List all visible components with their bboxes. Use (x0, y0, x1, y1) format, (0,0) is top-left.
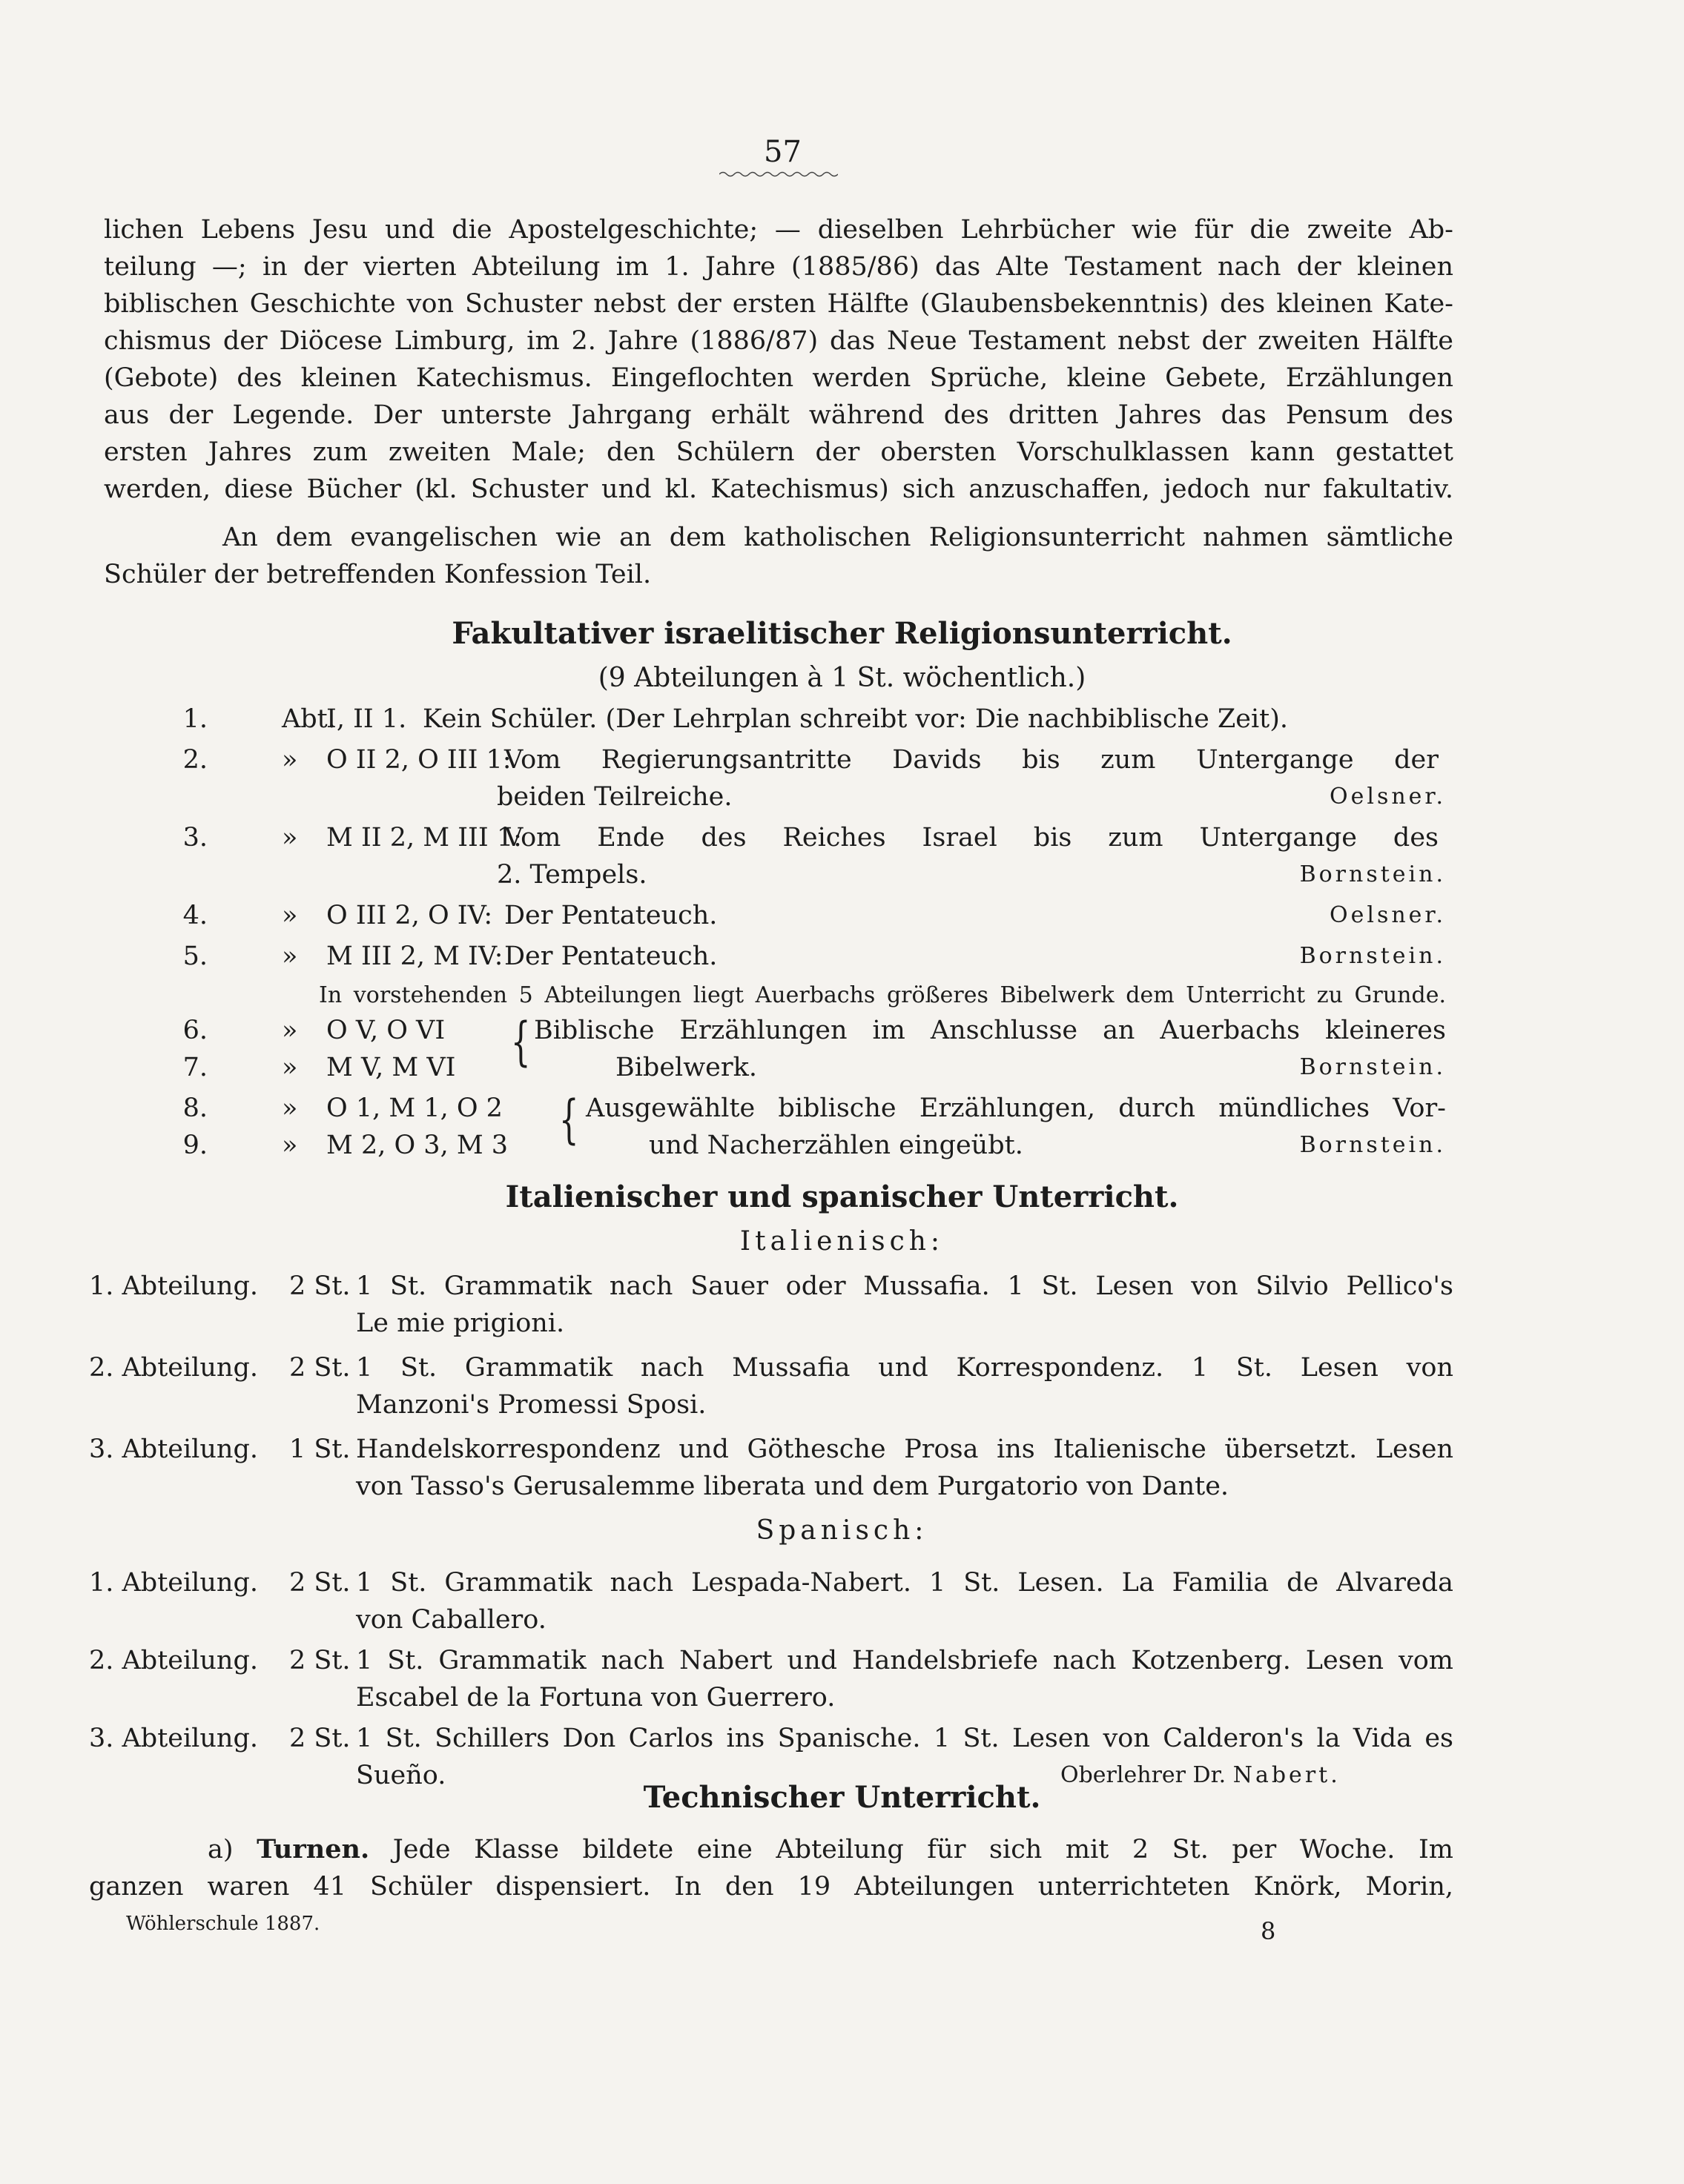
item-text: Ausgewählte biblische Erzählungen, durch mündliches Vor- (586, 1093, 1446, 1123)
text-line: (Gebote) des kleinen Katechismus. Eingeflochten werden Sprüche, kleine Gebete, Erzählungen (104, 363, 1453, 393)
division-label: 3. Abteilung. (89, 1724, 258, 1753)
division-hours: 2 St. (289, 1271, 351, 1301)
item-mark: » (282, 1093, 298, 1123)
item-text: Der Pentateuch. (504, 942, 718, 971)
item-classes: M 2, O 3, M 3 (326, 1131, 509, 1160)
teacher-name: Bornstein. (1299, 943, 1446, 969)
item-text: Le mie prigioni. (356, 1308, 565, 1338)
item-text: 1 St. Grammatik nach Nabert und Handelsbriefe nach Kotzenberg. Lesen vom (356, 1646, 1453, 1675)
item-number: 9. (182, 1131, 208, 1160)
item-text: Handelskorrespondenz und Göthesche Prosa ins Italienische übersetzt. Lesen (356, 1435, 1453, 1464)
item-text: Biblische Erzählungen im Anschlusse an Auerbachs kleineres (534, 1016, 1446, 1045)
item-text: und Nacherzählen eingeübt. (649, 1131, 1023, 1160)
item-mark: » (282, 823, 298, 853)
item-text: 1 St. Grammatik nach Sauer oder Mussafia. 1 St. Lesen von Silvio Pellico's (356, 1271, 1453, 1301)
item-classes: I, II 1. (326, 704, 407, 734)
item-text: Kein Schüler. (Der Lehrplan schreibt vor: Die nachbiblische Zeit). (423, 704, 1289, 734)
text-line: An dem evangelischen wie an dem katholischen Religionsunterricht nahmen sämtliche (222, 523, 1453, 552)
item-classes: O II 2, O III 1: (326, 745, 512, 775)
item-number: 1. (182, 704, 208, 734)
text-line: ganzen waren 41 Schüler dispensiert. In den 19 Abteilungen unterrichteten Knörk, Morin, (89, 1872, 1453, 1902)
item-number: 6. (182, 1016, 208, 1045)
item-text: Vom Ende des Reiches Israel bis zum Untergange des (504, 823, 1439, 853)
brace-symbol: { (558, 1089, 579, 1150)
division-hours: 2 St. (289, 1568, 351, 1598)
signature-role: Oberlehrer Dr. (1060, 1762, 1226, 1788)
item-number: 8. (182, 1093, 208, 1123)
item-prefix: a) (208, 1835, 234, 1864)
teacher-name: Bornstein. (1299, 861, 1446, 887)
item-text: Jede Klasse bildete eine Abteilung für sich mit 2 St. per Woche. Im (392, 1835, 1453, 1864)
item-mark: » (282, 942, 298, 971)
brace-symbol: { (510, 1011, 531, 1072)
page-number-ornament (719, 171, 838, 178)
item-classes: O V, O VI (326, 1016, 446, 1045)
item-number: 4. (182, 901, 208, 930)
item-text: Vom Regierungsantritte Davids bis zum Untergange der (504, 745, 1439, 775)
item-text: 1 St. Grammatik nach Mussafia und Korrespondenz. 1 St. Lesen von (356, 1353, 1453, 1383)
item-mark: » (282, 901, 298, 930)
section-heading-languages: Italienischer und spanischer Unterricht. (505, 1179, 1179, 1214)
note-text: In vorstehenden 5 Abteilungen liegt Auerbachs größeres Bibelwerk dem Unterricht zu Grunde. (319, 982, 1446, 1008)
section-heading-israelite: Fakultativer israelitischer Religionsunterricht. (452, 616, 1232, 651)
text-line: ersten Jahres zum zweiten Male; den Schülern der obersten Vorschulklassen kann gestattet (104, 437, 1453, 467)
text-line: Schüler der betreffenden Konfession Teil. (104, 560, 652, 589)
footer-publication: Wöhlerschule 1887. (126, 1913, 320, 1935)
subsection-label: Turnen. (257, 1834, 370, 1864)
division-label: 2. Abteilung. (89, 1646, 258, 1675)
item-text: 1 St. Schillers Don Carlos ins Spanische. 1 St. Lesen von Calderon's la Vida es Sueño. (356, 1724, 1453, 1790)
item-mark: Abt. (282, 704, 336, 734)
division-hours: 2 St. (289, 1646, 351, 1675)
subsection-title-spanish: Spanisch: (756, 1515, 928, 1546)
item-text: 2. Tempels. (497, 860, 647, 890)
text-line: teilung —; in der vierten Abteilung im 1. Jahre (1885/86) das Alte Testament nach der kleinen (104, 252, 1453, 282)
division-hours: 2 St. (289, 1353, 351, 1383)
division-label: 3. Abteilung. (89, 1435, 258, 1464)
item-text: Escabel de la Fortuna von Guerrero. (356, 1683, 836, 1713)
teacher-name: Bornstein. (1299, 1054, 1446, 1080)
division-label: 2. Abteilung. (89, 1353, 258, 1383)
item-text: Der Pentateuch. (504, 901, 718, 930)
page-number: 57 (764, 135, 802, 169)
item-text: von Tasso's Gerusalemme liberata und dem Purgatorio von Dante. (356, 1472, 1229, 1501)
item-mark: » (282, 1131, 298, 1160)
item-mark: » (282, 1053, 298, 1082)
text-line (104, 1831, 1453, 1868)
subsection-title-italian: Italienisch: (739, 1226, 945, 1257)
division-hours: 1 St. (289, 1435, 351, 1464)
text-line: chismus der Diöcese Limburg, im 2. Jahre (1886/87) das Neue Testament nebst der zweiten Hälfte (104, 326, 1453, 356)
text-line: werden, diese Bücher (kl. Schuster und kl. Katechismus) sich anzuschaffen, jedoch nur fakultativ. (104, 474, 1453, 504)
item-number: 3. (182, 823, 208, 853)
item-number: 5. (182, 942, 208, 971)
item-text: von Caballero. (356, 1605, 547, 1635)
footer-signature-mark: 8 (1261, 1917, 1276, 1945)
item-number: 7. (182, 1053, 208, 1082)
item-text: Manzoni's Promessi Sposi. (356, 1390, 707, 1420)
item-classes: M III 2, M IV: (326, 942, 503, 971)
item-classes: M II 2, M III 1: (326, 823, 522, 853)
signature-name: Nabert. (1232, 1762, 1341, 1788)
division-hours: 2 St. (289, 1724, 351, 1753)
teacher-name: Bornstein. (1299, 1132, 1446, 1158)
item-classes: O III 2, O IV: (326, 901, 493, 930)
item-text: beiden Teilreiche. (497, 782, 733, 812)
item-classes: M V, M VI (326, 1053, 456, 1082)
text-line: biblischen Geschichte von Schuster nebst der ersten Hälfte (Glaubensbekenntnis) des kleinen Kate- (104, 289, 1453, 319)
section-subheading: (9 Abteilungen à 1 St. wöchentlich.) (598, 663, 1086, 693)
item-text: Bibelwerk. (615, 1053, 757, 1082)
text-line: aus der Legende. Der unterste Jahrgang erhält während des dritten Jahres das Pensum des (104, 400, 1453, 430)
section-heading-technical: Technischer Unterricht. (643, 1780, 1041, 1815)
teacher-name: Oelsner. (1330, 902, 1446, 928)
teacher-name: Oelsner. (1330, 784, 1446, 810)
item-mark: » (282, 1016, 298, 1045)
item-text: 1 St. Grammatik nach Lespada-Nabert. 1 St. Lesen. La Familia de Alvareda (356, 1568, 1453, 1598)
item-classes: O 1, M 1, O 2 (326, 1093, 503, 1123)
item-mark: » (282, 745, 298, 775)
division-label: 1. Abteilung. (89, 1271, 258, 1301)
text-line: lichen Lebens Jesu und die Apostelgeschichte; — dieselben Lehrbücher wie für die zweite Ab- (104, 215, 1453, 245)
division-label: 1. Abteilung. (89, 1568, 258, 1598)
item-number: 2. (182, 745, 208, 775)
